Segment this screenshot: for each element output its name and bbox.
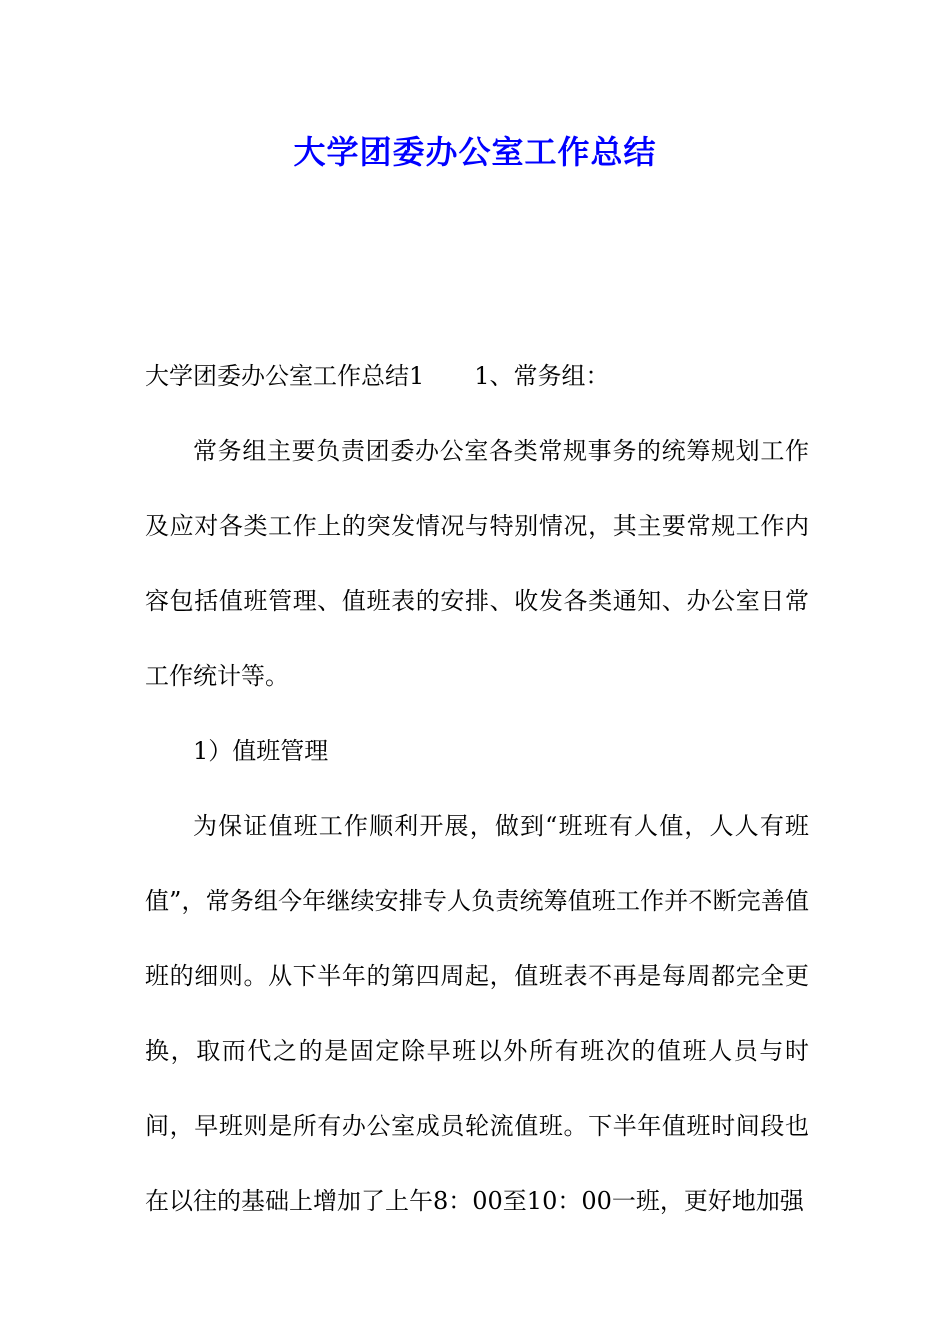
paragraph: 为保证值班工作顺利开展，做到“班班有人值，人人有班值”，常务组今年继续安排专人负责统筹值班工作并不断完善值班的细则。从下半年的第四周起，值班表不再是每周都完全更换，取而代之的是固定除早班以外所有班次的值班人员与时间，早班则是所有办公室成员轮流值班。下半年值班时间段也在以往的基础上增加了上午8：00至10：00一班，更好地加强 <box>145 812 809 1215</box>
heading-line <box>145 339 809 414</box>
document-body <box>145 339 809 1239</box>
heading-line-left: 大学团委办公室工作总结1 <box>145 362 425 390</box>
paragraph: 常务组主要负责团委办公室各类常规事务的统筹规划工作及应对各类工作上的突发情况与特别情况，其主要常规工作内容包括值班管理、值班表的安排、收发各类通知、办公室日常工作统计等。 <box>145 437 809 690</box>
section-heading: 1）值班管理 <box>193 737 329 765</box>
heading-line-right: 1、常务组： <box>474 362 610 390</box>
document-title: 大学团委办公室工作总结 <box>293 133 657 171</box>
